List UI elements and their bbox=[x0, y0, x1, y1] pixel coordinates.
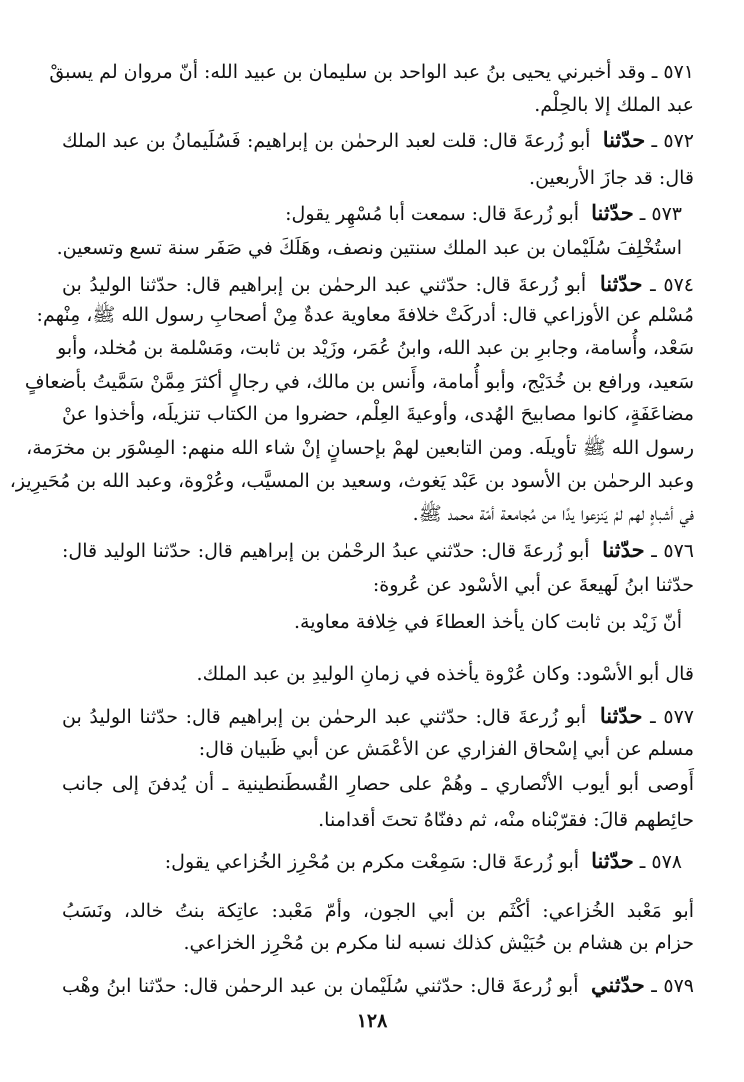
hadith-marker: حدّثنا bbox=[591, 848, 634, 873]
text-line-22 bbox=[318, 806, 694, 836]
line-text: وقد أخبرني يحيى بنُ عبد الواحد بن سليمان بن عبيد الله: أنّ مروان لم يسبقْ bbox=[49, 61, 646, 83]
line-text: مسلم عن أبي إسْحاق الفزاري عن الأعْمَش عن أبي ظَبيان قال: bbox=[198, 738, 694, 760]
line-text: أبو زُرعةَ قال: حدّثني عبد الرحمٰن بن إبراهيم قال: حدّثنا الوليدُ بن bbox=[62, 706, 587, 728]
entry-number: ٥٧١ ـ bbox=[651, 61, 694, 83]
line-text: حائِطهم قالَ: فقرّبْناه منْه، ثم دفنّاهُ تحتَ أقدامنا. bbox=[318, 809, 694, 831]
line-text: حزام بن هشام بن حُبَيْش كذلك نسبه لنا مكرم بن مُحْرِز الخزاعي. bbox=[183, 932, 694, 954]
text-line-6 bbox=[57, 234, 682, 264]
entry-number: ٥٧٦ ـ bbox=[651, 540, 694, 562]
text-line-11 bbox=[62, 400, 694, 430]
text-line-1 bbox=[49, 58, 694, 88]
line-text: في أشباهٍ لهم لمْ يَنزعوا يدًا من مُجامعة أمّة محمد ﷺ. bbox=[412, 503, 694, 525]
line-text: أبو زُرعةَ قال: قلت لعبد الرحمٰن بن إبراهيم: فَسُلَيمانُ بن عبد الملك bbox=[62, 130, 591, 152]
line-text: وعبد الرحمٰن بن الأسود بن عَبْد يَغوث، وسعيد بن المسيَّب، وعُرْوة، وعبد الله بن مُحَيرِيز، bbox=[9, 470, 694, 492]
entry-number: ٥٧٢ ـ bbox=[651, 130, 694, 152]
entry-number: ٥٧٨ ـ bbox=[639, 851, 682, 873]
line-text: أبو زُرعةَ قال: حدّثني سُلَيْمان بن عبد الرحمٰن قال: حدّثنا ابنُ وهْب bbox=[62, 975, 579, 997]
text-line-13 bbox=[9, 467, 694, 497]
entry-number: ٥٧٤ ـ bbox=[650, 274, 694, 296]
hadith-marker: حدّثني bbox=[591, 972, 645, 997]
text-line-15 bbox=[62, 536, 694, 566]
text-line-4 bbox=[529, 164, 694, 194]
line-text: عبد الملك إلا بالحِلْم. bbox=[534, 94, 694, 116]
line-text: سَعْد، وأُسامة، وجابرِ بن عبد الله، وابنُ عُمَر، وزَيْد بن ثابت، ومَسْلمة بن مُخلد، وأبو bbox=[57, 337, 694, 359]
text-line-2 bbox=[534, 91, 694, 121]
entry-number: ٥٧٩ ـ bbox=[651, 975, 695, 997]
text-line-5 bbox=[285, 199, 682, 229]
line-text: أنّ زَيْد بن ثابت كان يأخذ العطاءَ في خِلافة معاوية. bbox=[293, 611, 682, 633]
line-text: أبو زُرعةَ قال: سمعت أبا مُسْهِر يقول: bbox=[285, 203, 580, 225]
hadith-marker: حدّثنا bbox=[602, 127, 646, 152]
text-line-16 bbox=[373, 571, 694, 601]
line-text: أَوصى أبو أيوب الأنْصاري ـ وهُمْ على حصارِ القُسطَنطينية ـ أن يُدفنَ إلى جانب bbox=[62, 773, 694, 795]
text-line-10 bbox=[24, 368, 694, 398]
line-text: رسول الله ﷺ تأويلَه. ومن التابعين لهمْ بإحسانٍ إنْ شاء الله منهم: المِسْوَر بن مخرَمة، bbox=[26, 437, 694, 459]
hadith-marker: حدّثنا bbox=[599, 271, 643, 296]
text-line-12 bbox=[26, 434, 694, 464]
line-text: أبو زُرعةَ قال: سَمِعْت مكرم بن مُحْرِز الخُزاعي يقول: bbox=[164, 851, 580, 873]
line-text: قال أبو الأسْود: وكان عُرْوة يأخذه في زمانِ الوليدِ بن عبد الملك. bbox=[196, 663, 694, 685]
entry-number: ٥٧٧ ـ bbox=[650, 706, 694, 728]
text-line-8 bbox=[36, 301, 694, 331]
hadith-marker: حدّثنا bbox=[591, 200, 634, 225]
text-line-3 bbox=[62, 126, 694, 156]
hadith-marker: حدّثنا bbox=[599, 703, 643, 728]
text-line-24 bbox=[62, 897, 694, 927]
line-text: قال: قد جازَ الأربعين. bbox=[529, 167, 694, 189]
text-line-23 bbox=[165, 847, 682, 877]
text-line-25 bbox=[183, 929, 694, 959]
text-line-18 bbox=[197, 660, 694, 690]
hadith-marker: حدّثنا bbox=[602, 537, 645, 562]
line-text: مضاعَفَةٍ، كانوا مصابيحَ الهُدى، وأوعيةَ العِلْم، حضروا من الكتاب تنزيلَه، وأخذوا عنْ bbox=[62, 403, 694, 425]
text-line-20 bbox=[199, 735, 694, 765]
text-line-26 bbox=[62, 971, 694, 1001]
line-text: استُخْلِفَ سُلَيْمان بن عبد الملك سنتين ونصف، وهَلَكَ في صَفَر سنة تسع وتسعين. bbox=[56, 237, 682, 259]
line-text: أبو زُرعةَ قال: حدّثني عبد الرحمٰن بن إبراهيم قال: حدّثنا الوليدُ بن bbox=[62, 274, 587, 296]
text-line-14 bbox=[413, 500, 694, 530]
entry-number: ٥٧٣ ـ bbox=[639, 203, 682, 225]
text-line-19 bbox=[62, 702, 694, 732]
line-text: حدّثنا ابنُ لَهيعةَ عن أبي الأسْود عن عُروة: bbox=[372, 574, 694, 596]
line-text: مُسْلم عن الأوزاعي قال: أدركَتْ خلافةَ معاوية عدةٌ مِنْ أصحابِ رسول الله ﷺ، مِنْهم: bbox=[36, 304, 694, 326]
page-number: ١٢٨ bbox=[356, 1010, 388, 1032]
line-text: أبو زُرعةَ قال: حدّثني عبدُ الرحْمٰن بن إبراهيم قال: حدّثنا الوليد قال: bbox=[62, 540, 590, 562]
text-line-21 bbox=[62, 770, 694, 800]
line-text: سَعيد، ورافع بن خُدَيْج، وأبو أُمامة، وأَنس بن مالك، في رجالٍ أكثرَ مِمَّنْ سَمَّيتُ بأضعافٍ bbox=[24, 371, 694, 393]
line-text: أبو مَعْبد الخُزاعي: أكْثَم بن أبي الجون، وأمّ مَعْبد: عاتِكة بنتُ خالد، ونَسَبُ bbox=[62, 900, 694, 922]
text-line-17 bbox=[294, 608, 682, 638]
text-line-9 bbox=[57, 334, 694, 364]
text-line-7 bbox=[62, 270, 694, 300]
